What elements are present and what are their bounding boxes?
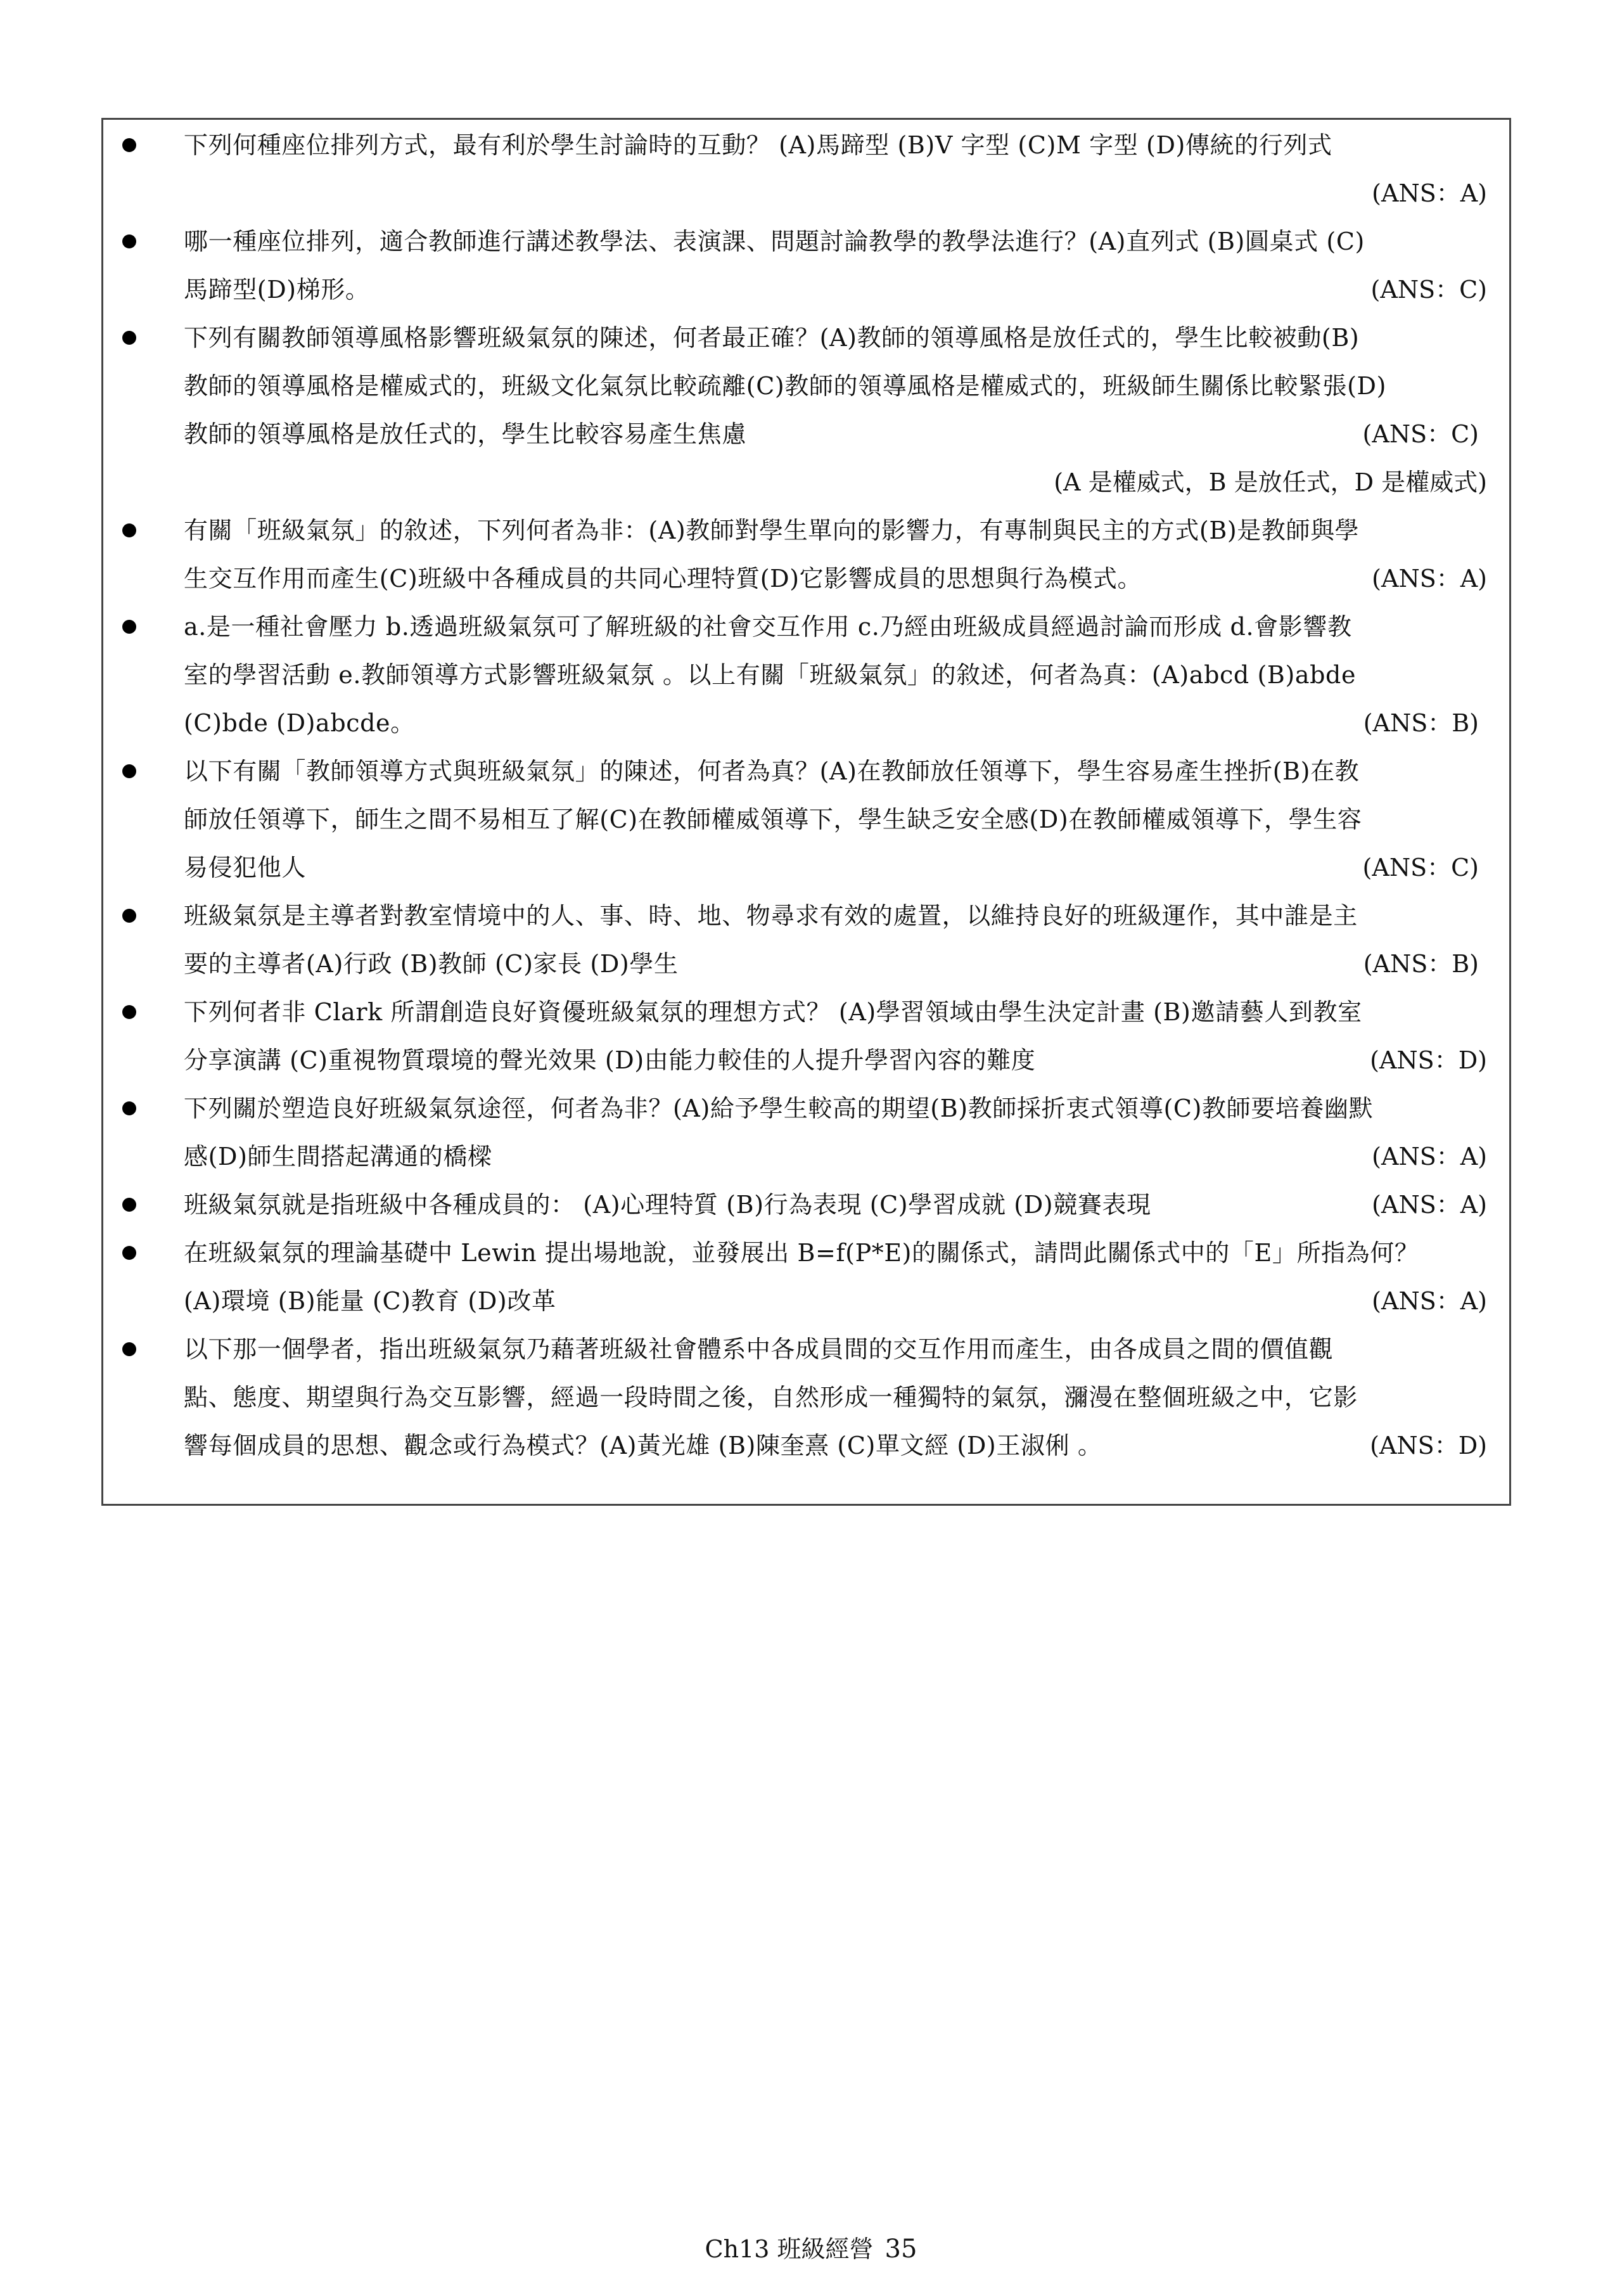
bullet-icon [122, 1246, 136, 1260]
bullet-icon [122, 1342, 136, 1356]
question-list-box [101, 118, 1511, 1506]
question-text-line: 室的學習活動 e.教師領導方式影響班級氣氛 。以上有關「班級氣氛」的敘述，何者為真：(A)abcd (B)abde [184, 661, 1357, 689]
bullet-icon [122, 1005, 136, 1019]
bullet-icon [122, 1101, 136, 1115]
bullet-icon [122, 1198, 136, 1212]
question-text-line: 下列有關教師領導風格影響班級氣氛的陳述，何者最正確？(A)教師的領導風格是放任式的，學生比較被動(B) [184, 324, 1360, 352]
question-text-line: (C)bde (D)abcde。 [184, 709, 415, 737]
question-text-line: 有關「班級氣氛」的敘述，下列何者為非：(A)教師對學生單向的影響力，有專制與民主的方式(B)是教師與學 [184, 516, 1360, 544]
bullet-icon [122, 764, 136, 778]
question-text-line: a.是一種社會壓力 b.透過班級氣氛可了解班級的社會交互作用 c.乃經由班級成員經過討論而形成 d.會影響教 [184, 613, 1352, 641]
question-text-line: 易侵犯他人 [184, 854, 307, 882]
answer-label: (ANS：D) [1361, 1044, 1487, 1076]
answer-label: (ANS：C) [1362, 274, 1487, 305]
question-text-line: 以下那一個學者，指出班級氣氛乃藉著班級社會體系中各成員間的交互作用而產生，由各成員之間的價值觀 [184, 1335, 1334, 1363]
answer-label: (ANS：A) [1363, 1141, 1487, 1172]
question-text-line: 師放任領導下，師生之間不易相互了解(C)在教師權威領導下，學生缺乏安全感(D)在教師權威領導下，學生容 [184, 805, 1362, 833]
question-text-line: 班級氣氛是主導者對教室情境中的人、事、時、地、物尋求有效的處置，以維持良好的班級運作，其中誰是主 [184, 902, 1358, 930]
question-text-line: 點、態度、期望與行為交互影響，經過一段時間之後，自然形成一種獨特的氣氛，瀰漫在整個班級之中，它影 [184, 1383, 1358, 1411]
answer-label: (ANS：B) [1355, 948, 1479, 980]
answer-label: (ANS：A) [1363, 1285, 1487, 1317]
question-text-line: 馬蹄型(D)梯形。 [184, 276, 370, 304]
bullet-icon [122, 909, 136, 923]
question-text-line: 生交互作用而產生(C)班級中各種成員的共同心理特質(D)它影響成員的思想與行為模式。 [184, 565, 1142, 593]
page-number: 35 [884, 2235, 917, 2264]
bullet-icon [122, 331, 136, 345]
answer-note: (A 是權威式，B 是放任式，D 是權威式) [1045, 466, 1487, 498]
question-text-line: 教師的領導風格是放任式的，學生比較容易產生焦慮 [184, 420, 746, 448]
bullet-icon [122, 620, 136, 634]
question-text-line: 下列關於塑造良好班級氣氛途徑，何者為非？(A)給予學生較高的期望(B)教師採折衷式領導(C)教師要培養幽默 [184, 1094, 1374, 1122]
question-text-line: 要的主導者(A)行政 (B)教師 (C)家長 (D)學生 [184, 950, 679, 978]
bullet-icon [122, 138, 136, 152]
answer-label: (ANS：B) [1355, 707, 1479, 739]
chapter-title: Ch13 班級經營 [705, 2235, 874, 2263]
question-text-line: 以下有關「教師領導方式與班級氣氛」的陳述，何者為真？(A)在教師放任領導下，學生容易產生挫折(B)在教 [184, 757, 1360, 785]
question-text-line: 哪一種座位排列，適合教師進行講述教學法、表演課、問題討論教學的教學法進行？(A)直列式 (B)圓桌式 (C) [184, 228, 1365, 255]
question-text-line: 下列何者非 Clark 所謂創造良好資優班級氣氛的理想方式？ (A)學習領域由學生決定計畫 (B)邀請藝人到教室 [184, 998, 1362, 1026]
answer-label: (ANS：C) [1354, 418, 1479, 450]
question-text-line: 教師的領導風格是權威式的，班級文化氣氛比較疏離(C)教師的領導風格是權威式的，班級師生關係比較緊張(D) [184, 372, 1387, 400]
page-footer [0, 2233, 1622, 2265]
answer-label: (ANS：A) [1363, 563, 1487, 594]
bullet-icon [122, 523, 136, 537]
question-text-line: 在班級氣氛的理論基礎中 Lewin 提出場地說，並發展出 B=f(P*E)的關係式，請問此關係式中的「E」所指為何？ [184, 1239, 1419, 1267]
bullet-icon [122, 234, 136, 248]
question-text-line: 下列何種座位排列方式，最有利於學生討論時的互動？ (A)馬蹄型 (B)V 字型 (C)M 字型 (D)傳統的行列式 [184, 131, 1332, 159]
answer-label: (ANS：C) [1354, 852, 1479, 883]
question-text-line: 分享演講 (C)重視物質環境的聲光效果 (D)由能力較佳的人提升學習內容的難度 [184, 1046, 1036, 1074]
answer-label: (ANS：A) [1363, 1189, 1487, 1221]
answer-label: (ANS：A) [1363, 177, 1487, 209]
question-text-line: (A)環境 (B)能量 (C)教育 (D)改革 [184, 1287, 556, 1315]
question-text-line: 響每個成員的思想、觀念或行為模式？(A)黃光雄 (B)陳奎熹 (C)單文經 (D)王淑俐 。 [184, 1432, 1102, 1459]
question-text-line: 感(D)師生間搭起溝通的橋樑 [184, 1143, 492, 1170]
answer-label: (ANS：D) [1361, 1430, 1487, 1461]
question-text-line: 班級氣氛就是指班級中各種成員的： (A)心理特質 (B)行為表現 (C)學習成就 (D)競賽表現 [184, 1191, 1151, 1219]
